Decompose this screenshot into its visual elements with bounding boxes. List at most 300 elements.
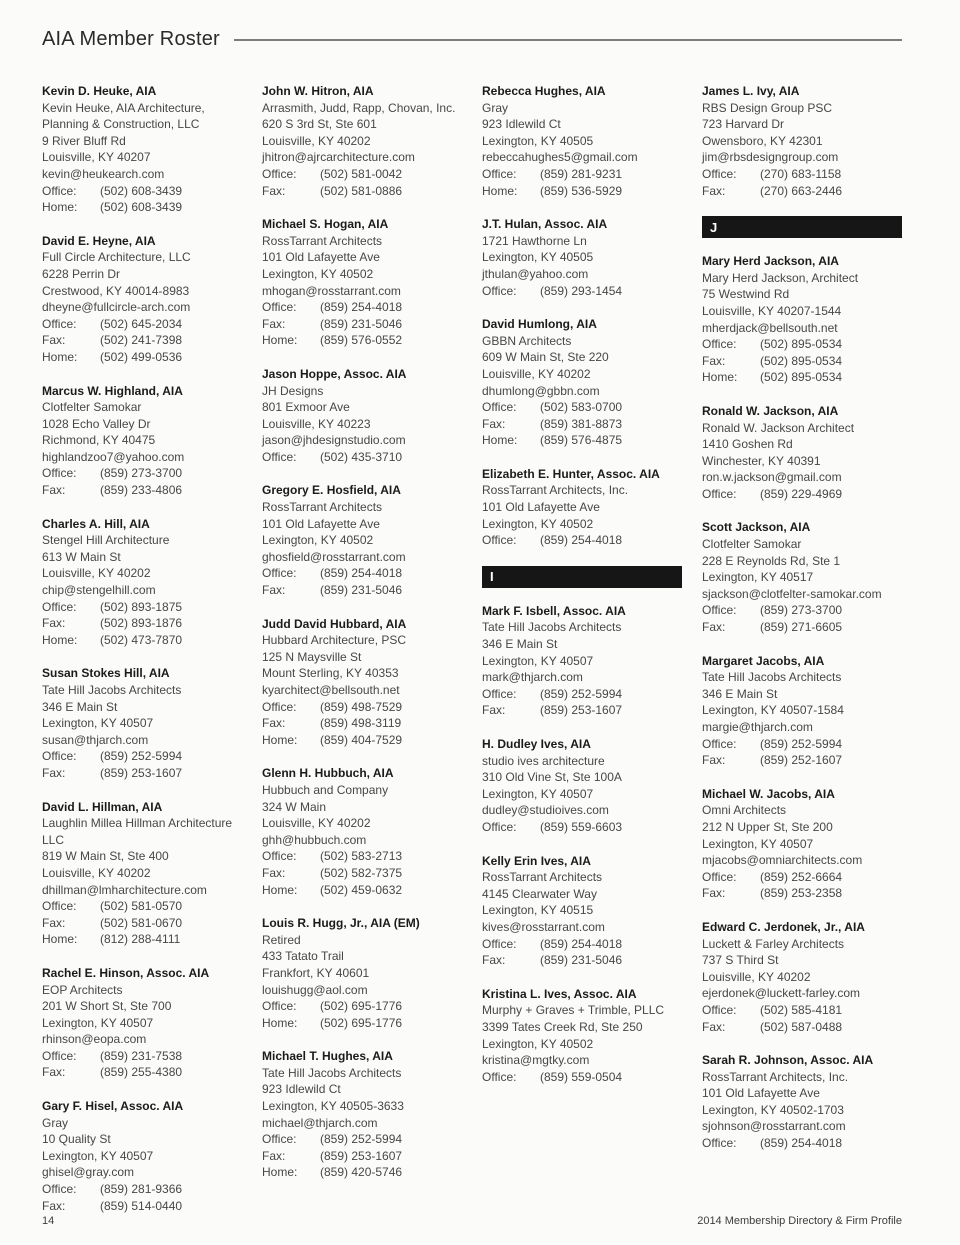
member-detail-line: Owensboro, KY 42301: [702, 133, 823, 148]
member-phone-row: [262, 998, 462, 1015]
member-detail-line: Lexington, KY 40507-1584: [702, 703, 844, 718]
member-detail-line: Planning & Construction, LLC: [42, 117, 200, 132]
member-phone-row: [702, 1135, 902, 1152]
phone-label: Home:: [482, 183, 518, 198]
phone-label: Office:: [702, 337, 737, 352]
phone-number: (502) 583-0700: [540, 400, 623, 415]
phone-number: (502) 585-4181: [760, 1002, 843, 1017]
member-detail-line: jim@rbsdesigngroup.com: [702, 150, 839, 165]
phone-number: (859) 253-1607: [320, 1148, 403, 1163]
member-detail-line: Lexington, KY 40502-1703: [702, 1102, 844, 1117]
phone-number: (859) 233-4806: [100, 483, 183, 498]
member-detail-line: sjohnson@rosstarrant.com: [702, 1119, 846, 1134]
member-detail-line: Omni Architects: [702, 803, 787, 818]
phone-label: Office:: [482, 400, 517, 415]
member-detail-line: jhitron@ajrcarchitecture.com: [262, 150, 415, 165]
member-detail-line: Lexington, KY 40507: [702, 836, 814, 851]
member-phone-row: [42, 898, 242, 915]
member-detail-line: louishugg@aol.com: [262, 982, 368, 997]
member-phone-row: [262, 732, 462, 749]
phone-label: Office:: [42, 1048, 77, 1063]
member-name: Gregory E. Hosfield, AIA: [262, 483, 401, 498]
page-footer: [42, 1215, 902, 1227]
member-phone-row: [482, 283, 682, 300]
phone-number: (859) 252-6664: [760, 869, 843, 884]
phone-label: Fax:: [42, 483, 66, 498]
phone-number: (502) 893-1876: [100, 616, 183, 631]
member-detail-line: 4145 Clearwater Way: [482, 886, 597, 901]
member-entry: [42, 799, 242, 948]
member-entry: [482, 986, 682, 1086]
phone-label: Home:: [262, 1015, 298, 1030]
phone-number: (859) 231-5046: [540, 953, 623, 968]
member-entry: [42, 965, 242, 1081]
phone-number: (502) 581-0570: [100, 899, 183, 914]
member-detail-line: 3399 Tates Creek Rd, Ste 250: [482, 1019, 643, 1034]
phone-label: Office:: [262, 999, 297, 1014]
phone-number: (859) 404-7529: [320, 732, 403, 747]
member-entry: [702, 919, 902, 1035]
phone-number: (502) 583-2713: [320, 849, 403, 864]
member-detail-line: Louisville, KY 40202: [262, 816, 371, 831]
member-detail-line: 101 Old Lafayette Ave: [702, 1086, 820, 1101]
member-name: Mark F. Isbell, Assoc. AIA: [482, 603, 626, 618]
member-detail-line: 737 S Third St: [702, 953, 779, 968]
member-phone-row: [42, 465, 242, 482]
member-phone-row: [42, 349, 242, 366]
member-entry: [702, 253, 902, 386]
member-detail-line: Louisville, KY 40202: [42, 865, 151, 880]
member-detail-line: Lexington, KY 40507: [482, 653, 594, 668]
member-phone-row: [42, 765, 242, 782]
phone-label: Home:: [702, 370, 738, 385]
member-name: Judd David Hubbard, AIA: [262, 616, 407, 631]
member-detail-line: Lexington, KY 40505: [482, 250, 594, 265]
member-detail-line: 923 Idlewild Ct: [482, 117, 561, 132]
roster-column-3: [482, 83, 682, 1231]
member-detail-line: mjacobs@omniarchitects.com: [702, 853, 863, 868]
phone-number: (270) 663-2446: [760, 183, 843, 198]
phone-label: Fax:: [262, 716, 286, 731]
phone-number: (859) 273-3700: [760, 603, 843, 618]
member-detail-line: JH Designs: [262, 383, 324, 398]
member-phone-row: [262, 1164, 462, 1181]
phone-number: (502) 582-7375: [320, 865, 403, 880]
member-entry: [42, 1098, 242, 1214]
member-name: Michael W. Jacobs, AIA: [702, 786, 835, 801]
member-detail-line: ghisel@gray.com: [42, 1165, 134, 1180]
phone-label: Fax:: [482, 703, 506, 718]
member-phone-row: [702, 885, 902, 902]
phone-label: Office:: [482, 686, 517, 701]
member-phone-row: [702, 166, 902, 183]
member-detail-line: Ronald W. Jackson Architect: [702, 420, 855, 435]
member-detail-line: kristina@mgtky.com: [482, 1053, 590, 1068]
phone-number: (859) 229-4969: [760, 486, 843, 501]
member-phone-row: [262, 449, 462, 466]
member-detail-line: Lexington, KY 40507: [482, 786, 594, 801]
member-phone-row: [702, 1002, 902, 1019]
phone-label: Office:: [482, 166, 517, 181]
member-detail-line: Lexington, KY 40502: [262, 266, 374, 281]
member-entry: [482, 466, 682, 549]
member-detail-line: 101 Old Lafayette Ave: [482, 500, 600, 515]
member-detail-line: Lexington, KY 40507: [42, 716, 154, 731]
member-detail-line: 75 Westwind Rd: [702, 287, 790, 302]
member-phone-row: [42, 615, 242, 632]
member-detail-line: Lexington, KY 40517: [702, 570, 814, 585]
phone-number: (502) 695-1776: [320, 999, 403, 1014]
member-name: Jason Hoppe, Assoc. AIA: [262, 366, 407, 381]
member-phone-row: [42, 1181, 242, 1198]
phone-number: (859) 231-5046: [320, 583, 403, 598]
phone-number: (502) 459-0632: [320, 882, 403, 897]
phone-label: Home:: [262, 333, 298, 348]
member-name: Susan Stokes Hill, AIA: [42, 666, 170, 681]
phone-label: Office:: [482, 1069, 517, 1084]
member-detail-line: GBBN Architects: [482, 333, 572, 348]
member-detail-line: susan@thjarch.com: [42, 732, 149, 747]
phone-label: Fax:: [702, 353, 726, 368]
member-detail-line: RossTarrant Architects: [262, 500, 383, 515]
phone-label: Office:: [42, 316, 77, 331]
member-detail-line: RossTarrant Architects: [262, 233, 383, 248]
member-entry: [42, 383, 242, 499]
phone-number: (859) 253-1607: [100, 765, 183, 780]
member-detail-line: jason@jhdesignstudio.com: [262, 433, 406, 448]
member-entry: [702, 83, 902, 199]
phone-number: (502) 608-3439: [100, 200, 183, 215]
phone-number: (859) 253-2358: [760, 886, 843, 901]
member-name: David L. Hillman, AIA: [42, 799, 163, 814]
member-phone-row: [482, 416, 682, 433]
phone-number: (502) 581-0670: [100, 915, 183, 930]
member-detail-line: 201 W Short St, Ste 700: [42, 999, 172, 1014]
phone-number: (859) 254-4018: [320, 300, 403, 315]
member-name: Marcus W. Highland, AIA: [42, 383, 183, 398]
member-name: Scott Jackson, AIA: [702, 520, 811, 535]
member-detail-line: Lexington, KY 40507: [42, 1148, 154, 1163]
member-phone-row: [42, 748, 242, 765]
phone-label: Office:: [262, 166, 297, 181]
section-letter: J: [710, 219, 718, 235]
member-detail-line: Kevin Heuke, AIA Architecture,: [42, 100, 205, 115]
phone-label: Fax:: [702, 886, 726, 901]
phone-number: (859) 514-0440: [100, 1198, 183, 1213]
page-header: [0, 0, 960, 51]
member-detail-line: 310 Old Vine St, Ste 100A: [482, 770, 622, 785]
phone-label: Office:: [262, 699, 297, 714]
phone-number: (502) 581-0042: [320, 166, 403, 181]
member-detail-line: studio ives architecture: [482, 753, 605, 768]
member-detail-line: Mount Sterling, KY 40353: [262, 666, 399, 681]
member-detail-line: Lexington, KY 40502: [482, 1036, 594, 1051]
member-detail-line: kives@rosstarrant.com: [482, 919, 605, 934]
member-name: John W. Hitron, AIA: [262, 84, 374, 98]
member-phone-row: [42, 599, 242, 616]
page-title: AIA Member Roster: [42, 28, 220, 50]
member-phone-row: [482, 183, 682, 200]
member-detail-line: jthulan@yahoo.com: [482, 266, 589, 281]
page-number: 14: [42, 1215, 55, 1227]
member-phone-row: [262, 1131, 462, 1148]
phone-label: Fax:: [262, 1148, 286, 1163]
member-phone-row: [482, 399, 682, 416]
member-phone-row: [262, 299, 462, 316]
member-phone-row: [262, 1015, 462, 1032]
member-phone-row: [42, 915, 242, 932]
phone-label: Fax:: [42, 333, 66, 348]
phone-label: Office:: [262, 566, 297, 581]
phone-label: Fax:: [42, 765, 66, 780]
member-name: James L. Ivy, AIA: [702, 84, 800, 98]
member-detail-line: Murphy + Graves + Trimble, PLLC: [482, 1003, 665, 1018]
member-phone-row: [702, 353, 902, 370]
member-phone-row: [42, 183, 242, 200]
member-name: H. Dudley Ives, AIA: [482, 737, 591, 751]
member-detail-line: kevin@heukearch.com: [42, 166, 165, 181]
phone-label: Office:: [482, 819, 517, 834]
member-detail-line: RossTarrant Architects, Inc.: [482, 483, 629, 498]
member-phone-row: [702, 736, 902, 753]
member-detail-line: Arrasmith, Judd, Rapp, Chovan, Inc.: [262, 100, 456, 115]
phone-label: Home:: [262, 732, 298, 747]
phone-label: Fax:: [702, 1019, 726, 1034]
phone-label: Fax:: [42, 915, 66, 930]
member-detail-line: RossTarrant Architects: [482, 870, 603, 885]
phone-label: Office:: [702, 869, 737, 884]
phone-label: Fax:: [262, 183, 286, 198]
phone-number: (502) 895-0534: [760, 353, 843, 368]
member-entry: [702, 1052, 902, 1152]
member-name: Rachel E. Hinson, Assoc. AIA: [42, 965, 210, 980]
member-detail-line: Hubbuch and Company: [262, 782, 389, 797]
member-detail-line: Gray: [482, 100, 509, 115]
member-name: Michael S. Hogan, AIA: [262, 217, 389, 232]
member-phone-row: [482, 532, 682, 549]
phone-number: (859) 252-5994: [100, 749, 183, 764]
member-phone-row: [482, 1069, 682, 1086]
member-name: Sarah R. Johnson, Assoc. AIA: [702, 1053, 874, 1068]
member-phone-row: [42, 332, 242, 349]
member-name: Rebecca Hughes, AIA: [482, 84, 606, 98]
member-phone-row: [262, 699, 462, 716]
member-phone-row: [42, 931, 242, 948]
section-letter: I: [490, 569, 494, 585]
phone-number: (502) 895-0534: [760, 337, 843, 352]
member-detail-line: dheyne@fullcircle-arch.com: [42, 300, 191, 315]
member-detail-line: 620 S 3rd St, Ste 601: [262, 117, 377, 132]
member-detail-line: 324 W Main: [262, 799, 327, 814]
member-detail-line: Louisville, KY 40202: [482, 366, 591, 381]
member-phone-row: [262, 183, 462, 200]
member-detail-line: Frankfort, KY 40601: [262, 965, 370, 980]
phone-number: (859) 231-7538: [100, 1048, 183, 1063]
member-name: Mary Herd Jackson, AIA: [702, 254, 839, 269]
member-entry: [42, 516, 242, 649]
phone-label: Office:: [702, 486, 737, 501]
member-detail-line: mherdjack@bellsouth.net: [702, 320, 838, 335]
member-name: Kristina L. Ives, Assoc. AIA: [482, 986, 637, 1001]
member-detail-line: Lexington, KY 40505: [482, 133, 594, 148]
member-name: Ronald W. Jackson, AIA: [702, 403, 839, 418]
phone-label: Fax:: [42, 616, 66, 631]
member-phone-row: [702, 752, 902, 769]
member-phone-row: [262, 565, 462, 582]
member-phone-row: [482, 432, 682, 449]
title-rule: [234, 39, 902, 41]
member-detail-line: RBS Design Group PSC: [702, 100, 833, 115]
member-name: Charles A. Hill, AIA: [42, 516, 150, 531]
phone-number: (859) 271-6605: [760, 620, 843, 635]
member-detail-line: ron.w.jackson@gmail.com: [702, 470, 842, 485]
phone-label: Office:: [262, 849, 297, 864]
member-phone-row: [262, 1148, 462, 1165]
phone-number: (859) 254-4018: [760, 1136, 843, 1151]
member-entry: [42, 665, 242, 781]
member-phone-row: [262, 882, 462, 899]
footer-publication: 2014 Membership Directory & Firm Profile: [697, 1215, 902, 1227]
roster-column-4: [702, 83, 902, 1231]
member-entry: [702, 403, 902, 503]
phone-number: (502) 587-0488: [760, 1019, 843, 1034]
member-entry: [262, 765, 462, 898]
member-phone-row: [482, 936, 682, 953]
phone-label: Fax:: [262, 316, 286, 331]
phone-label: Fax:: [702, 183, 726, 198]
phone-label: Fax:: [482, 953, 506, 968]
member-detail-line: Winchester, KY 40391: [702, 453, 821, 468]
phone-number: (859) 253-1607: [540, 703, 623, 718]
phone-label: Office:: [702, 166, 737, 181]
phone-label: Office:: [702, 603, 737, 618]
phone-number: (859) 254-4018: [540, 936, 623, 951]
phone-label: Home:: [262, 1165, 298, 1180]
phone-label: Office:: [482, 533, 517, 548]
member-phone-row: [702, 869, 902, 886]
member-phone-row: [262, 715, 462, 732]
phone-number: (502) 645-2034: [100, 316, 183, 331]
phone-label: Fax:: [702, 753, 726, 768]
phone-number: (859) 576-4875: [540, 433, 623, 448]
member-detail-line: ghosfield@rosstarrant.com: [262, 549, 406, 564]
member-phone-row: [42, 482, 242, 499]
member-detail-line: 9 River Bluff Rd: [42, 133, 126, 148]
roster-column-2: [262, 83, 462, 1231]
member-detail-line: 1721 Hawthorne Ln: [482, 233, 587, 248]
phone-label: Fax:: [262, 865, 286, 880]
phone-number: (502) 473-7870: [100, 632, 183, 647]
member-detail-line: 346 E Main St: [482, 637, 558, 652]
member-detail-line: Louisville, KY 40223: [262, 416, 371, 431]
member-detail-line: mark@thjarch.com: [482, 670, 583, 685]
member-entry: [42, 83, 242, 216]
phone-label: Office:: [482, 936, 517, 951]
member-detail-line: Lexington, KY 40502: [262, 533, 374, 548]
member-detail-line: Crestwood, KY 40014-8983: [42, 283, 190, 298]
member-phone-row: [702, 486, 902, 503]
phone-label: Office:: [42, 749, 77, 764]
member-entry: [262, 482, 462, 598]
member-detail-line: highlandzoo7@yahoo.com: [42, 449, 185, 464]
member-detail-line: Gray: [42, 1115, 69, 1130]
phone-number: (502) 435-3710: [320, 449, 403, 464]
member-detail-line: kyarchitect@bellsouth.net: [262, 683, 400, 697]
member-phone-row: [42, 1064, 242, 1081]
member-name: Elizabeth E. Hunter, Assoc. AIA: [482, 466, 660, 481]
member-phone-row: [262, 865, 462, 882]
member-detail-line: 613 W Main St: [42, 549, 121, 564]
member-detail-line: 801 Exmoor Ave: [262, 400, 350, 415]
phone-number: (812) 288-4111: [100, 932, 181, 947]
member-name: J.T. Hulan, Assoc. AIA: [482, 217, 608, 232]
member-detail-line: 346 E Main St: [42, 699, 118, 714]
member-entry: [262, 366, 462, 466]
member-detail-line: Stengel Hill Architecture: [42, 533, 170, 548]
member-phone-row: [42, 199, 242, 216]
member-detail-line: ejerdonek@luckett-farley.com: [702, 986, 861, 1001]
member-detail-line: 228 E Reynolds Rd, Ste 1: [702, 553, 841, 568]
member-name: Gary F. Hisel, Assoc. AIA: [42, 1099, 184, 1114]
member-phone-row: [702, 619, 902, 636]
member-detail-line: 609 W Main St, Ste 220: [482, 350, 609, 365]
phone-label: Office:: [262, 1132, 297, 1147]
member-entry: [262, 616, 462, 749]
member-detail-line: Louisville, KY 40207: [42, 150, 151, 165]
member-detail-line: 101 Old Lafayette Ave: [262, 250, 380, 265]
phone-number: (859) 536-5929: [540, 183, 623, 198]
member-phone-row: [482, 952, 682, 969]
phone-number: (859) 255-4380: [100, 1065, 183, 1080]
phone-number: (859) 252-5994: [320, 1132, 403, 1147]
member-name: Margaret Jacobs, AIA: [702, 653, 825, 668]
phone-number: (859) 498-7529: [320, 699, 403, 714]
member-detail-line: Lexington, KY 40515: [482, 903, 594, 918]
member-detail-line: Tate Hill Jacobs Architects: [262, 1065, 402, 1080]
member-phone-row: [482, 819, 682, 836]
member-detail-line: 6228 Perrin Dr: [42, 266, 121, 281]
member-name: David Humlong, AIA: [482, 317, 597, 332]
member-detail-line: 433 Tatato Trail: [262, 949, 344, 964]
phone-number: (502) 895-0534: [760, 370, 843, 385]
phone-number: (502) 893-1875: [100, 599, 183, 614]
section-header-i: [482, 566, 682, 588]
member-detail-line: Clotfelter Samokar: [42, 400, 142, 415]
member-name: Louis R. Hugg, Jr., AIA (EM): [262, 916, 420, 931]
member-detail-line: mhogan@rosstarrant.com: [262, 283, 401, 298]
phone-label: Fax:: [482, 416, 506, 431]
phone-number: (859) 576-0552: [320, 333, 403, 348]
phone-label: Office:: [42, 183, 77, 198]
member-phone-row: [702, 183, 902, 200]
member-detail-line: michael@thjarch.com: [262, 1115, 378, 1130]
member-entry: [482, 216, 682, 299]
member-detail-line: 723 Harvard Dr: [702, 117, 785, 132]
phone-number: (859) 420-5746: [320, 1165, 403, 1180]
member-phone-row: [702, 1019, 902, 1036]
member-detail-line: 125 N Maysville St: [262, 649, 362, 664]
phone-number: (502) 695-1776: [320, 1015, 403, 1030]
member-name: Glenn H. Hubbuch, AIA: [262, 766, 394, 781]
phone-label: Home:: [42, 349, 78, 364]
member-phone-row: [262, 582, 462, 599]
phone-label: Office:: [42, 1182, 77, 1197]
section-header-j: [702, 216, 902, 238]
member-detail-line: 1028 Echo Valley Dr: [42, 416, 151, 431]
phone-label: Office:: [42, 899, 77, 914]
member-detail-line: 819 W Main St, Ste 400: [42, 849, 169, 864]
member-detail-line: Tate Hill Jacobs Architects: [42, 683, 182, 697]
